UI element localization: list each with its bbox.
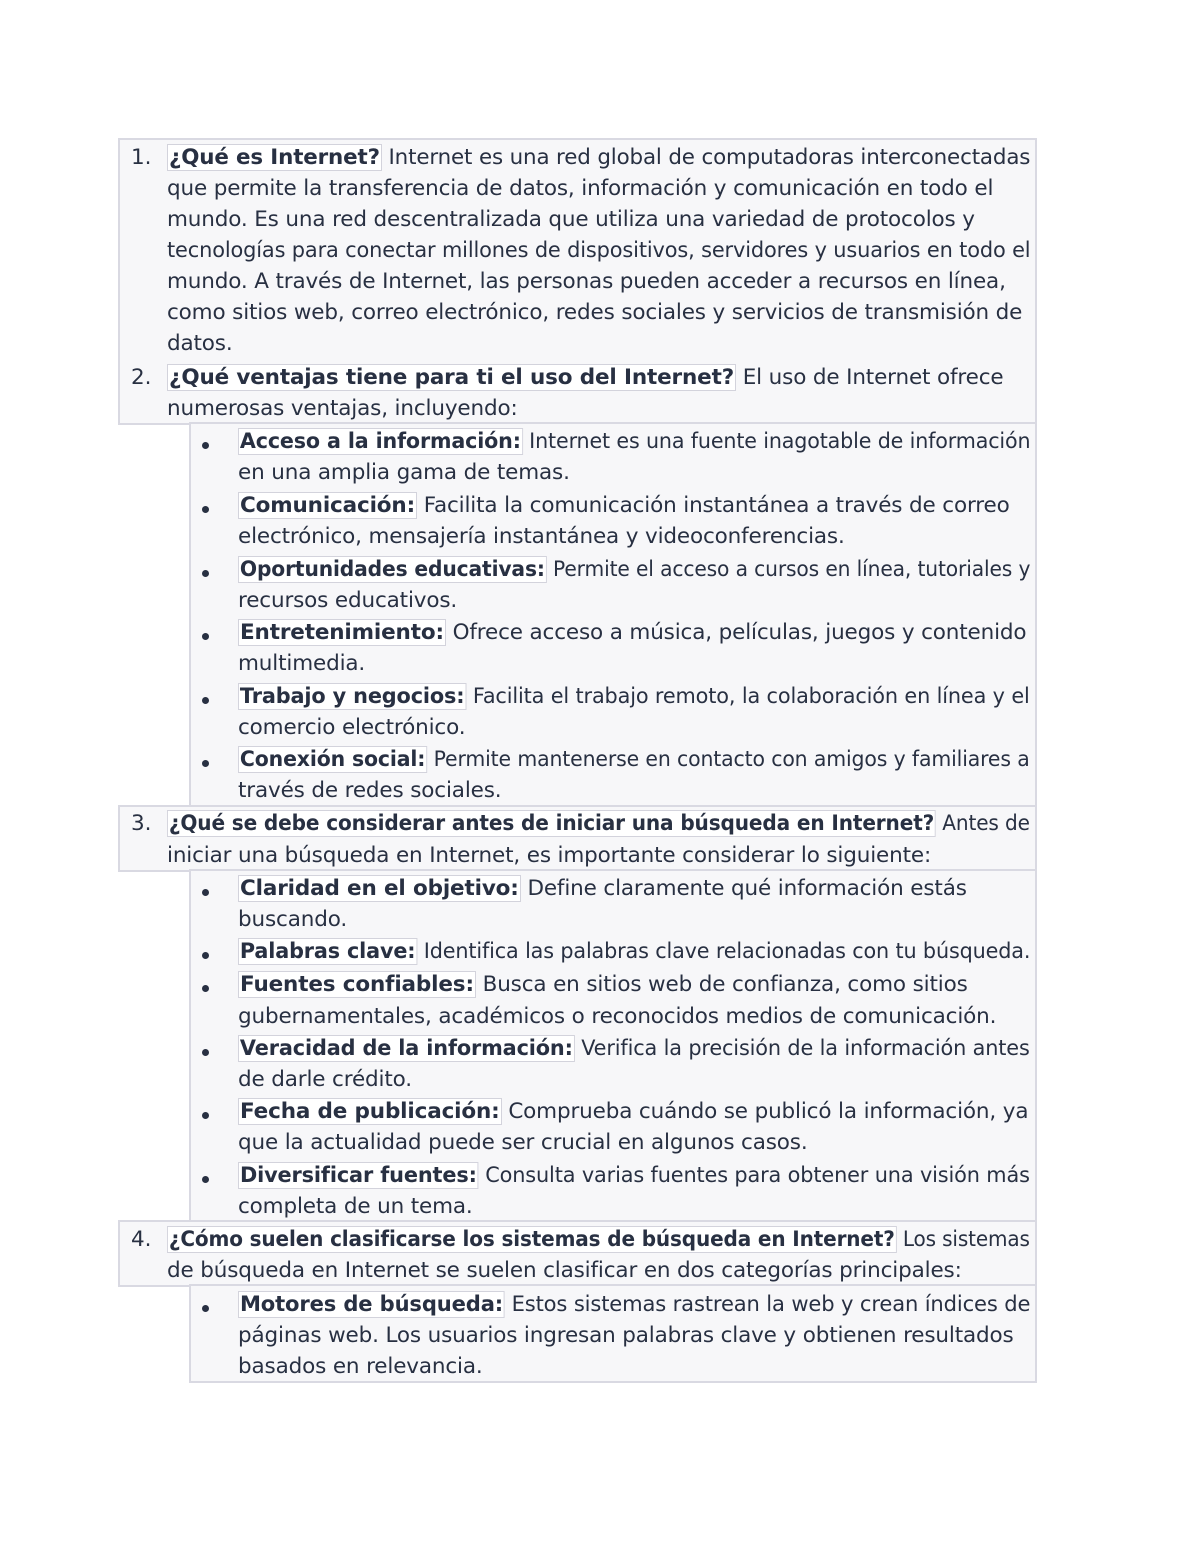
question-3-line [167,808,1030,839]
question-heading: ¿Qué ventajas tiene para ti el uso del Internet? [169,365,735,390]
item-line: que la actualidad puede ser crucial en algunos casos. [238,1130,808,1155]
list-item [238,1289,1030,1320]
item-term: Palabras clave: [239,939,416,964]
question-number: 3. [131,811,152,836]
bullet-icon [202,889,209,896]
item-text: Identifica las palabras clave relacionadas con tu búsqueda. [423,939,1031,964]
answer-line: iniciar una búsqueda en Internet, es importante considerar lo siguiente: [167,843,932,868]
answer-text: El uso de Internet ofrece [742,365,1004,390]
item-line: de darle crédito. [238,1067,412,1092]
item-text: Ofrece acceso a música, películas, juegos y contenido [452,620,1027,645]
item-line: gubernamentales, académicos o reconocidos medios de comunicación. [238,1004,997,1029]
item-line: electrónico, mensajería instantánea y videoconferencias. [238,524,845,549]
item-line: buscando. [238,907,348,932]
list-item [238,617,1026,648]
bullet-icon [202,1112,209,1119]
answer-line: mundo. A través de Internet, las personas pueden acceder a recursos en línea, [167,269,1006,294]
item-term: Comunicación: [240,493,416,518]
question-heading: ¿Cómo suelen clasificarse los sistemas de búsqueda en Internet? [168,1227,895,1252]
item-text: Verifica la precisión de la información antes [581,1036,1030,1061]
bullet-icon [202,952,209,959]
item-line: completa de un tema. [238,1194,473,1219]
question-number: 2. [131,365,152,390]
item-line: comercio electrónico. [238,715,466,740]
bullet-icon [202,633,209,640]
answer-text: Los sistemas [902,1227,1030,1252]
item-text: Define claramente qué información estás [527,876,967,901]
item-line: basados en relevancia. [238,1354,483,1379]
answer-line: como sitios web, correo electrónico, redes sociales y servicios de transmisión de [167,300,1023,325]
item-text: Facilita la comunicación instantánea a través de correo [423,493,1010,518]
answer-text: Internet es una red global de computadoras interconectadas [388,145,1031,170]
item-line: multimedia. [238,651,366,676]
answer-line: que permite la transferencia de datos, información y comunicación en todo el [167,176,994,201]
item-line: recursos educativos. [238,588,458,613]
answer-line: mundo. Es una red descentralizada que utiliza una variedad de protocolos y [167,207,975,232]
list-item [238,744,1030,775]
list-item [238,873,967,904]
bullet-icon [202,1049,209,1056]
bullet-icon [202,442,209,449]
list-item [238,681,1030,712]
bullet-icon [202,760,209,767]
item-line: en una amplia gama de temas. [238,460,570,485]
list-item [238,490,1010,521]
item-term: Oportunidades educativas: [239,557,545,582]
item-text: Comprueba cuándo se publicó la información, ya [508,1099,1029,1124]
bullet-icon [202,570,209,577]
bullet-icon [202,506,209,513]
item-text: Consulta varias fuentes para obtener una visión más [485,1163,1030,1188]
answer-line: de búsqueda en Internet se suelen clasificar en dos categorías principales: [167,1258,962,1283]
question-4-line [167,1224,1030,1255]
bullet-icon [202,985,209,992]
question-number: 1. [131,145,152,170]
item-text: Estos sistemas rastrean la web y crean índices de [511,1292,1031,1317]
answer-line: datos. [167,331,233,356]
item-text: Permite el acceso a cursos en línea, tutoriales y [553,557,1031,582]
list-item [238,1160,1030,1191]
question-1-line [167,142,1030,173]
question-number: 4. [131,1227,152,1252]
item-line: páginas web. Los usuarios ingresan palabras clave y obtienen resultados [238,1323,1014,1348]
item-text: Internet es una fuente inagotable de información [529,429,1031,454]
list-item [238,554,1030,585]
item-text: Permite mantenerse en contacto con amigos y familiares a [433,747,1030,772]
list-item [238,1033,1030,1064]
list-item [238,1096,1028,1127]
answer-line: tecnologías para conectar millones de dispositivos, servidores y usuarios en todo el [167,238,1031,263]
item-text: Busca en sitios web de confianza, como sitios [482,972,968,997]
list-item [238,936,1030,967]
question-2-line [167,362,1003,393]
item-term: Fuentes confiables: [240,972,474,997]
list-item [238,969,968,1000]
item-line: través de redes sociales. [238,778,502,803]
bullet-icon [202,1305,209,1312]
bullet-icon [202,697,209,704]
item-term: Fecha de publicación: [240,1099,500,1124]
item-term: Acceso a la información: [239,429,521,454]
question-heading: ¿Qué se debe considerar antes de iniciar una búsqueda en Internet? [168,811,935,836]
item-term: Motores de búsqueda: [239,1292,504,1317]
item-term: Veracidad de la información: [239,1036,573,1061]
answer-text: Antes de [942,811,1030,836]
item-term: Conexión social: [239,747,426,772]
list-item [238,426,1030,457]
item-term: Claridad en el objetivo: [240,876,519,901]
bullet-icon [202,1176,209,1183]
question-heading: ¿Qué es Internet? [168,145,380,170]
answer-line: numerosas ventajas, incluyendo: [167,396,518,421]
item-term: Entretenimiento: [240,620,444,645]
item-term: Diversificar fuentes: [239,1163,477,1188]
item-term: Trabajo y negocios: [239,684,465,709]
item-text: Facilita el trabajo remoto, la colaboración en línea y el [472,684,1030,709]
